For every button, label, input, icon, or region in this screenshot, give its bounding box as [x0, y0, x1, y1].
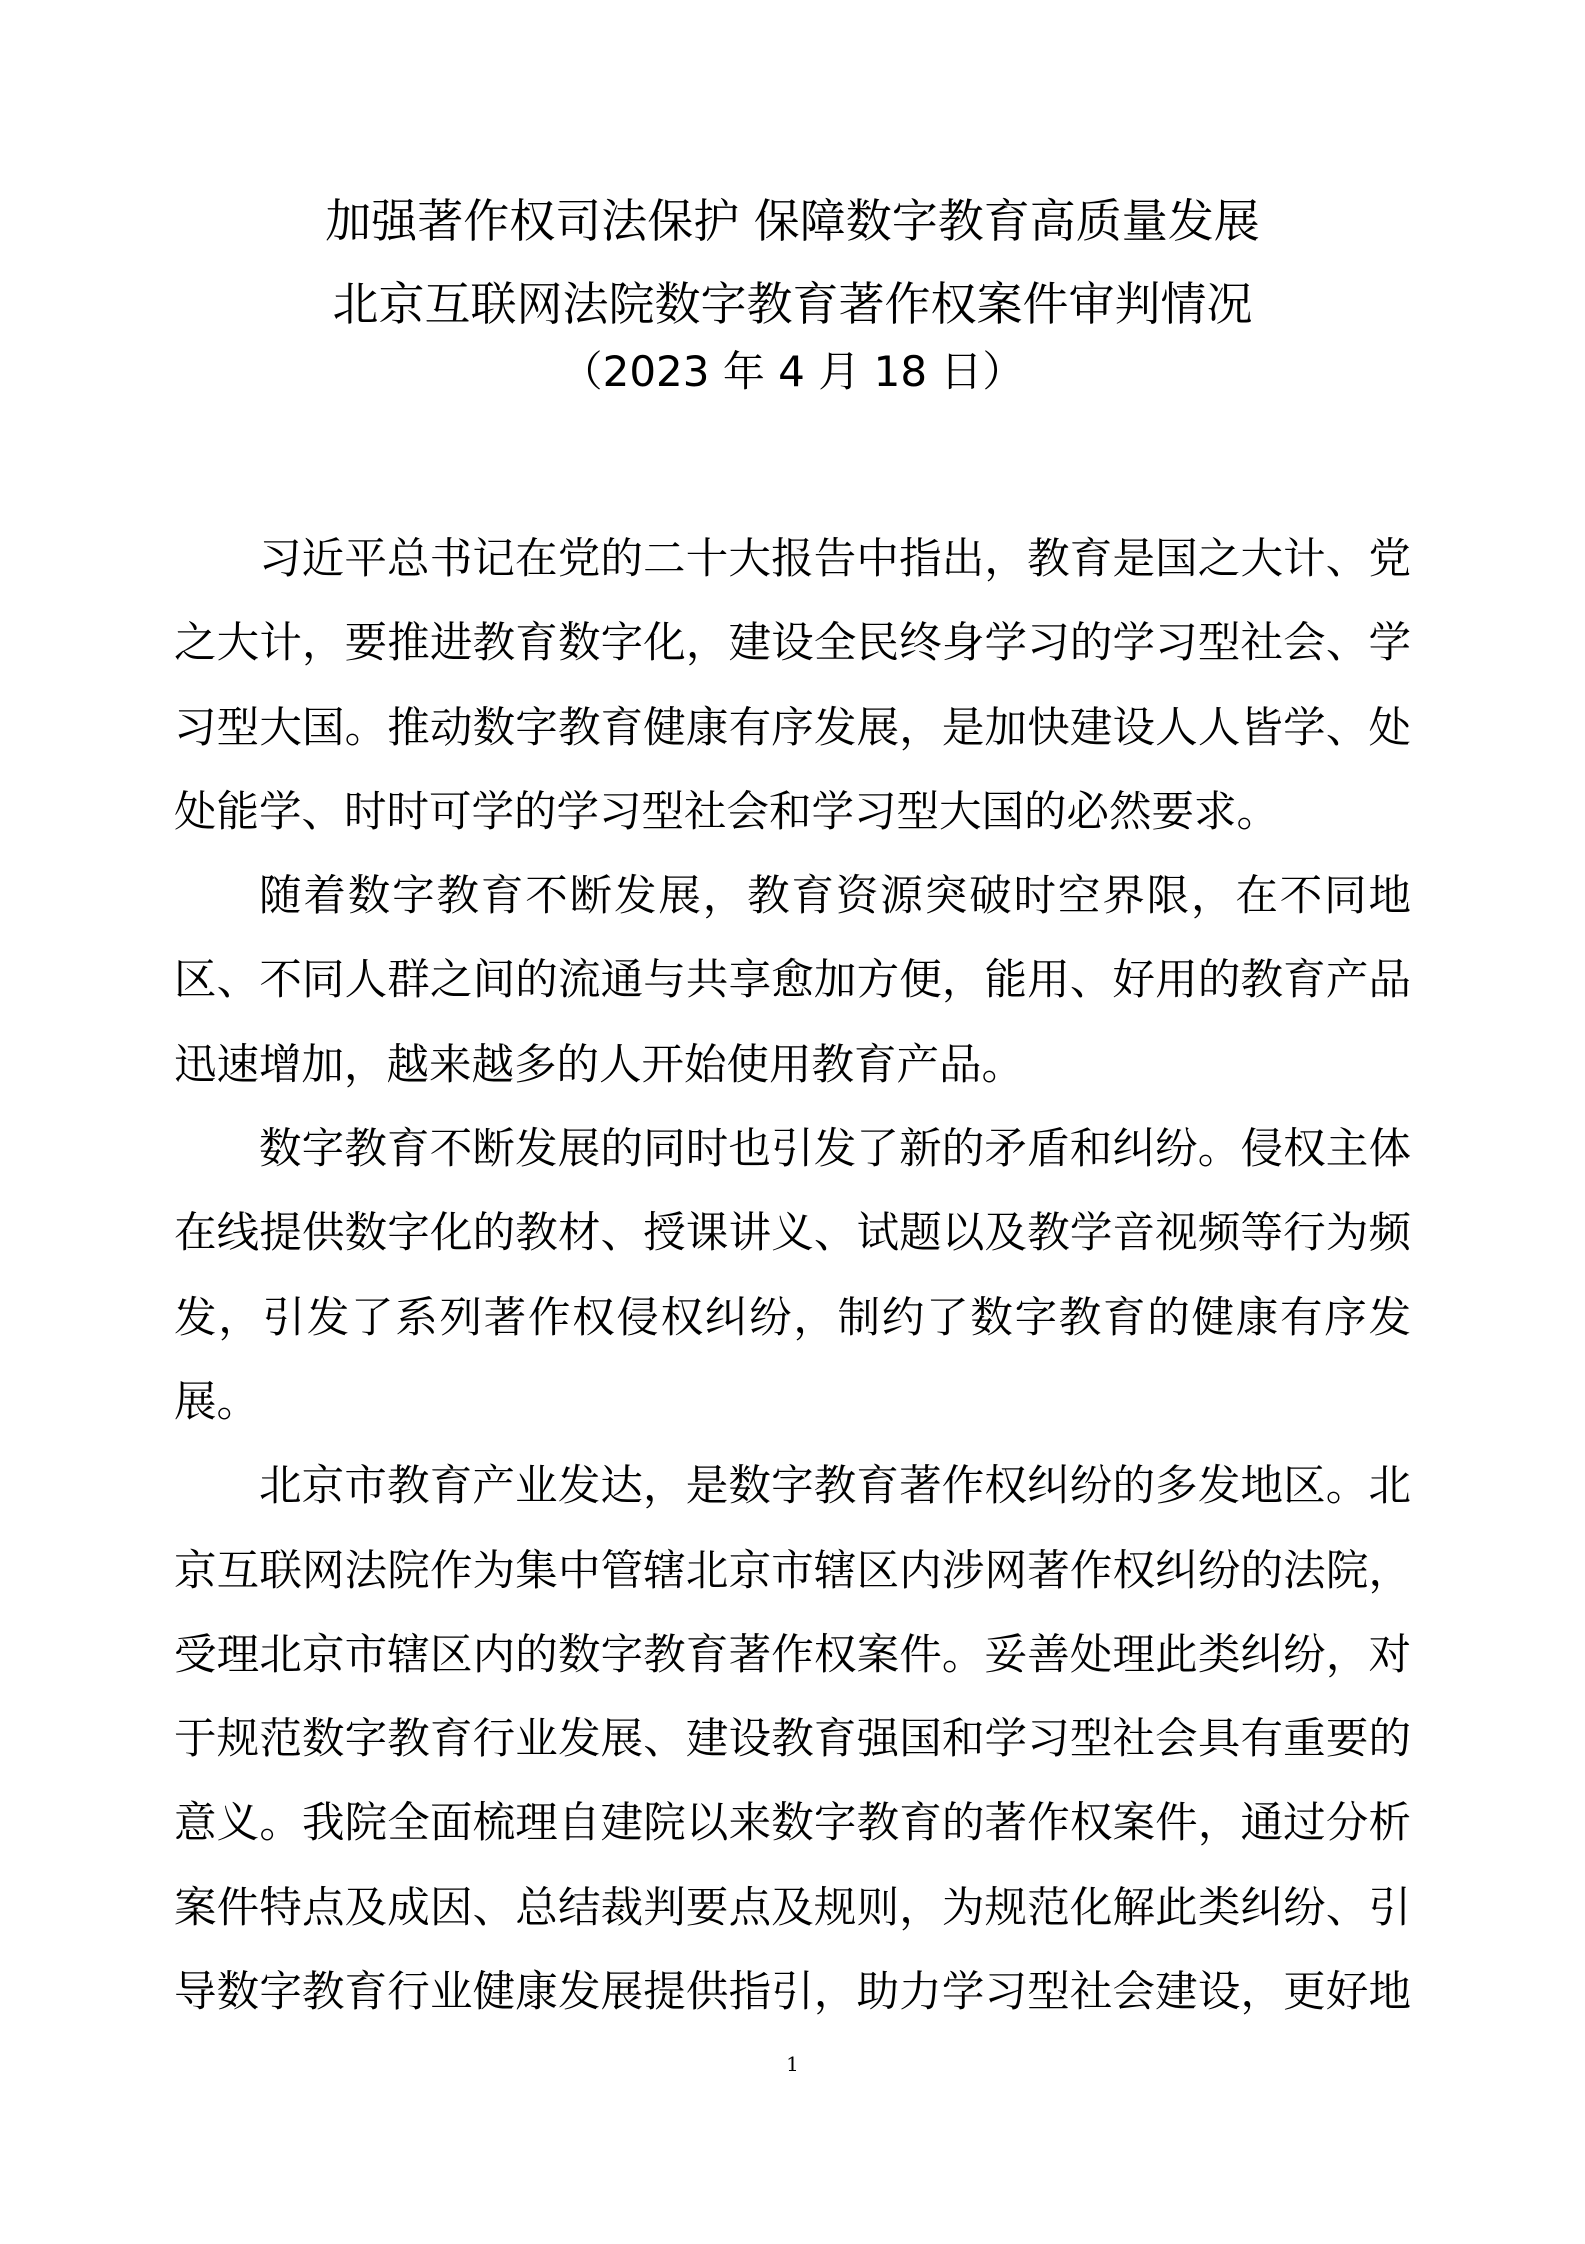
text-line: 数字教育不断发展的同时也引发了新的矛盾和纠纷。侵权主体 [259, 1125, 1411, 1175]
text-line: 京互联网法院作为集中管辖北京市辖区内涉网著作权纠纷的法院， [174, 1546, 1411, 1596]
text-line: 案件特点及成因、总结裁判要点及规则，为规范化解此类纠纷、引 [174, 1883, 1411, 1933]
document-title: 加强著作权司法保护 保障数字教育高质量发展 [325, 194, 1260, 248]
text-line: 于规范数字教育行业发展、建设教育强国和学习型社会具有重要的 [174, 1715, 1411, 1765]
paragraph [174, 867, 1411, 1120]
text-line: 习近平总书记在党的二十大报告中指出，教育是国之大计、党 [259, 535, 1411, 584]
page-number: 1 [786, 2052, 799, 2076]
text-line: 在线提供数字化的教材、授课讲义、试题以及教学音视频等行为频 [174, 1209, 1411, 1259]
paragraph [174, 1457, 1411, 2047]
text-line: 展。 [174, 1377, 260, 1427]
text-line: 意义。我院全面梳理自建院以来数字教育的著作权案件，通过分析 [174, 1799, 1411, 1849]
document-date: （2023 年 4 月 18 日） [560, 347, 1025, 396]
text-line: 随着数字教育不断发展，教育资源突破时空界限，在不同地 [259, 872, 1411, 922]
text-line: 受理北京市辖区内的数字教育著作权案件。妥善处理此类纠纷，对 [174, 1630, 1411, 1680]
text-line: 之大计，要推进教育数字化，建设全民终身学习的学习型社会、学 [174, 619, 1411, 669]
text-line: 发，引发了系列著作权侵权纠纷，制约了数字教育的健康有序发 [174, 1293, 1411, 1343]
text-line: 迅速增加，越来越多的人开始使用教育产品。 [174, 1040, 1025, 1090]
text-line: 处能学、时时可学的学习型社会和学习型大国的必然要求。 [174, 787, 1280, 837]
paragraph [174, 530, 1411, 867]
document-subtitle: 北京互联网法院数字教育著作权案件审判情况 [332, 277, 1253, 331]
document-body [174, 530, 1411, 2047]
paragraph [174, 1120, 1411, 1457]
text-line: 导数字教育行业健康发展提供指引，助力学习型社会建设，更好地 [174, 1968, 1411, 2018]
text-line: 区、不同人群之间的流通与共享愈加方便，能用、好用的教育产品 [174, 956, 1411, 1006]
text-line: 习型大国。推动数字教育健康有序发展，是加快建设人人皆学、处 [174, 703, 1411, 753]
text-line: 北京市教育产业发达，是数字教育著作权纠纷的多发地区。北 [259, 1462, 1411, 1512]
